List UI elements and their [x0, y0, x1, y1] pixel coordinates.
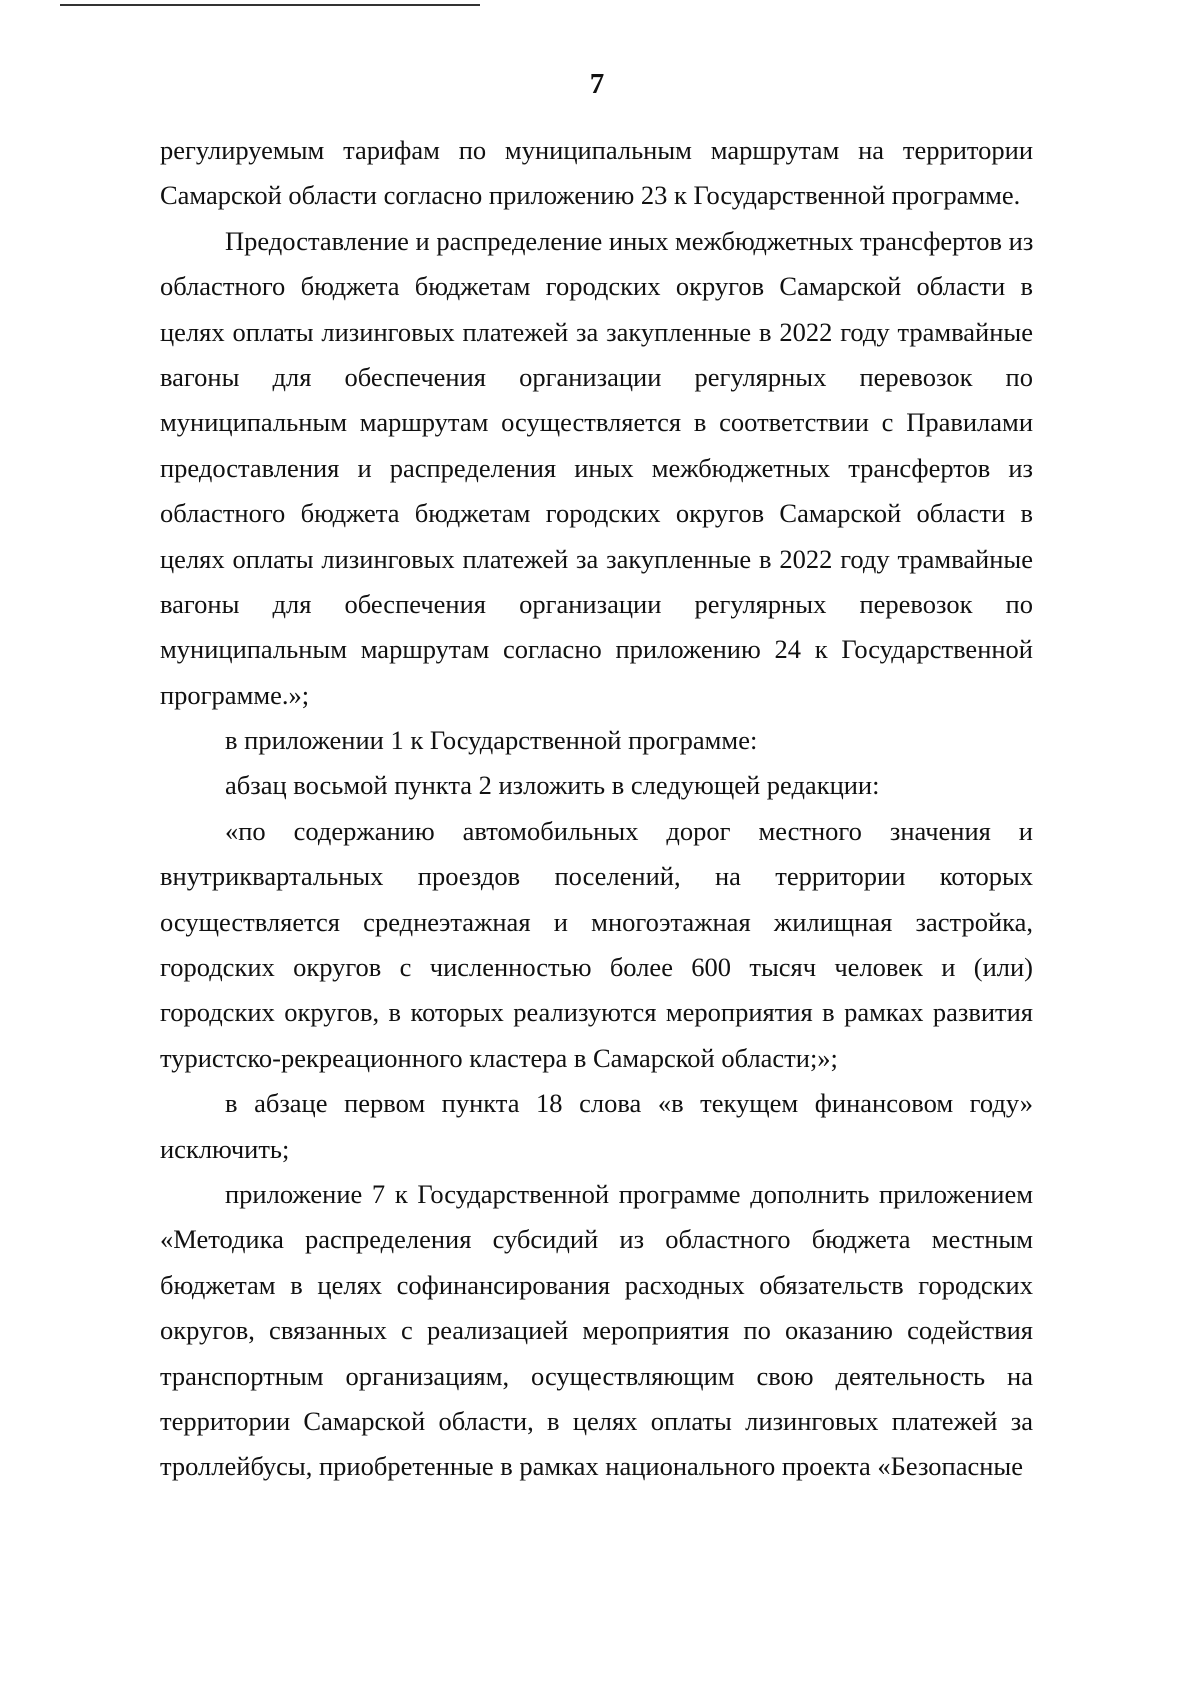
scan-top-rule	[60, 4, 480, 6]
paragraph	[160, 128, 1033, 219]
text-line: абзац восьмой пункта 2 изложить в следующей редакции:	[225, 770, 880, 801]
text-line: в абзаце первом пункта 18 слова «в текущем финансовом году»	[225, 1088, 1033, 1119]
text-line: предоставления и распределения иных межбюджетных трансфертов из	[160, 452, 1033, 483]
text-line: вагоны для обеспечения организации регулярных перевозок по	[160, 361, 1033, 392]
text-line: исключить;	[160, 1133, 290, 1164]
paragraph	[160, 763, 1033, 808]
text-line: троллейбусы, приобретенные в рамках национального проекта «Безопасные	[160, 1451, 1023, 1482]
text-line: Предоставление и распределение иных межбюджетных трансфертов из	[225, 225, 1034, 256]
text-line: регулируемым тарифам по муниципальным маршрутам на территории	[160, 135, 1033, 165]
text-line: туристско-рекреационного кластера в Самарской области;»;	[160, 1042, 838, 1073]
text-line: территории Самарской области, в целях оплаты лизинговых платежей за	[160, 1405, 1033, 1436]
text-line: округов, связанных с реализацией мероприятия по оказанию содействия	[160, 1315, 1033, 1346]
text-line: вагоны для обеспечения организации регулярных перевозок по	[160, 588, 1033, 619]
text-line: муниципальным маршрутам согласно приложению 24 к Государственной	[160, 634, 1033, 665]
text-line: целях оплаты лизинговых платежей за закупленные в 2022 году трамвайные	[160, 316, 1033, 347]
text-line: «Методика распределения субсидий из областного бюджета местным	[160, 1224, 1033, 1255]
text-line: Самарской области согласно приложению 23 к Государственной программе.	[160, 180, 1021, 211]
paragraph	[160, 1081, 1033, 1172]
text-line: в приложении 1 к Государственной программе:	[225, 725, 758, 756]
text-line: муниципальным маршрутам осуществляется в соответствии с Правилами	[160, 407, 1033, 438]
text-line: приложение 7 к Государственной программе дополнить приложением	[225, 1178, 1033, 1209]
paragraph	[160, 1172, 1033, 1490]
paragraph	[160, 809, 1033, 1081]
text-line: городских округов с численностью более 600 тысяч человек и (или)	[160, 952, 1033, 983]
paragraph	[160, 219, 1033, 718]
text-line: осуществляется среднеэтажная и многоэтажная жилищная застройка,	[160, 906, 1033, 937]
text-line: программе.»;	[160, 679, 310, 710]
text-line: внутриквартальных проездов поселений, на территории которых	[160, 861, 1033, 892]
text-line: областного бюджета бюджетам городских округов Самарской области в	[160, 271, 1033, 302]
document-body	[160, 128, 1033, 1490]
text-line: бюджетам в целях софинансирования расходных обязательств городских	[160, 1269, 1033, 1300]
text-line: целях оплаты лизинговых платежей за закупленные в 2022 году трамвайные	[160, 543, 1033, 574]
page-number: 7	[589, 68, 605, 100]
paragraph	[160, 718, 1033, 763]
text-line: транспортным организациям, осуществляющим свою деятельность на	[160, 1360, 1033, 1391]
text-line: областного бюджета бюджетам городских округов Самарской области в	[160, 498, 1033, 529]
text-line: городских округов, в которых реализуются мероприятия в рамках развития	[160, 997, 1033, 1028]
text-line: «по содержанию автомобильных дорог местного значения и	[225, 815, 1033, 846]
